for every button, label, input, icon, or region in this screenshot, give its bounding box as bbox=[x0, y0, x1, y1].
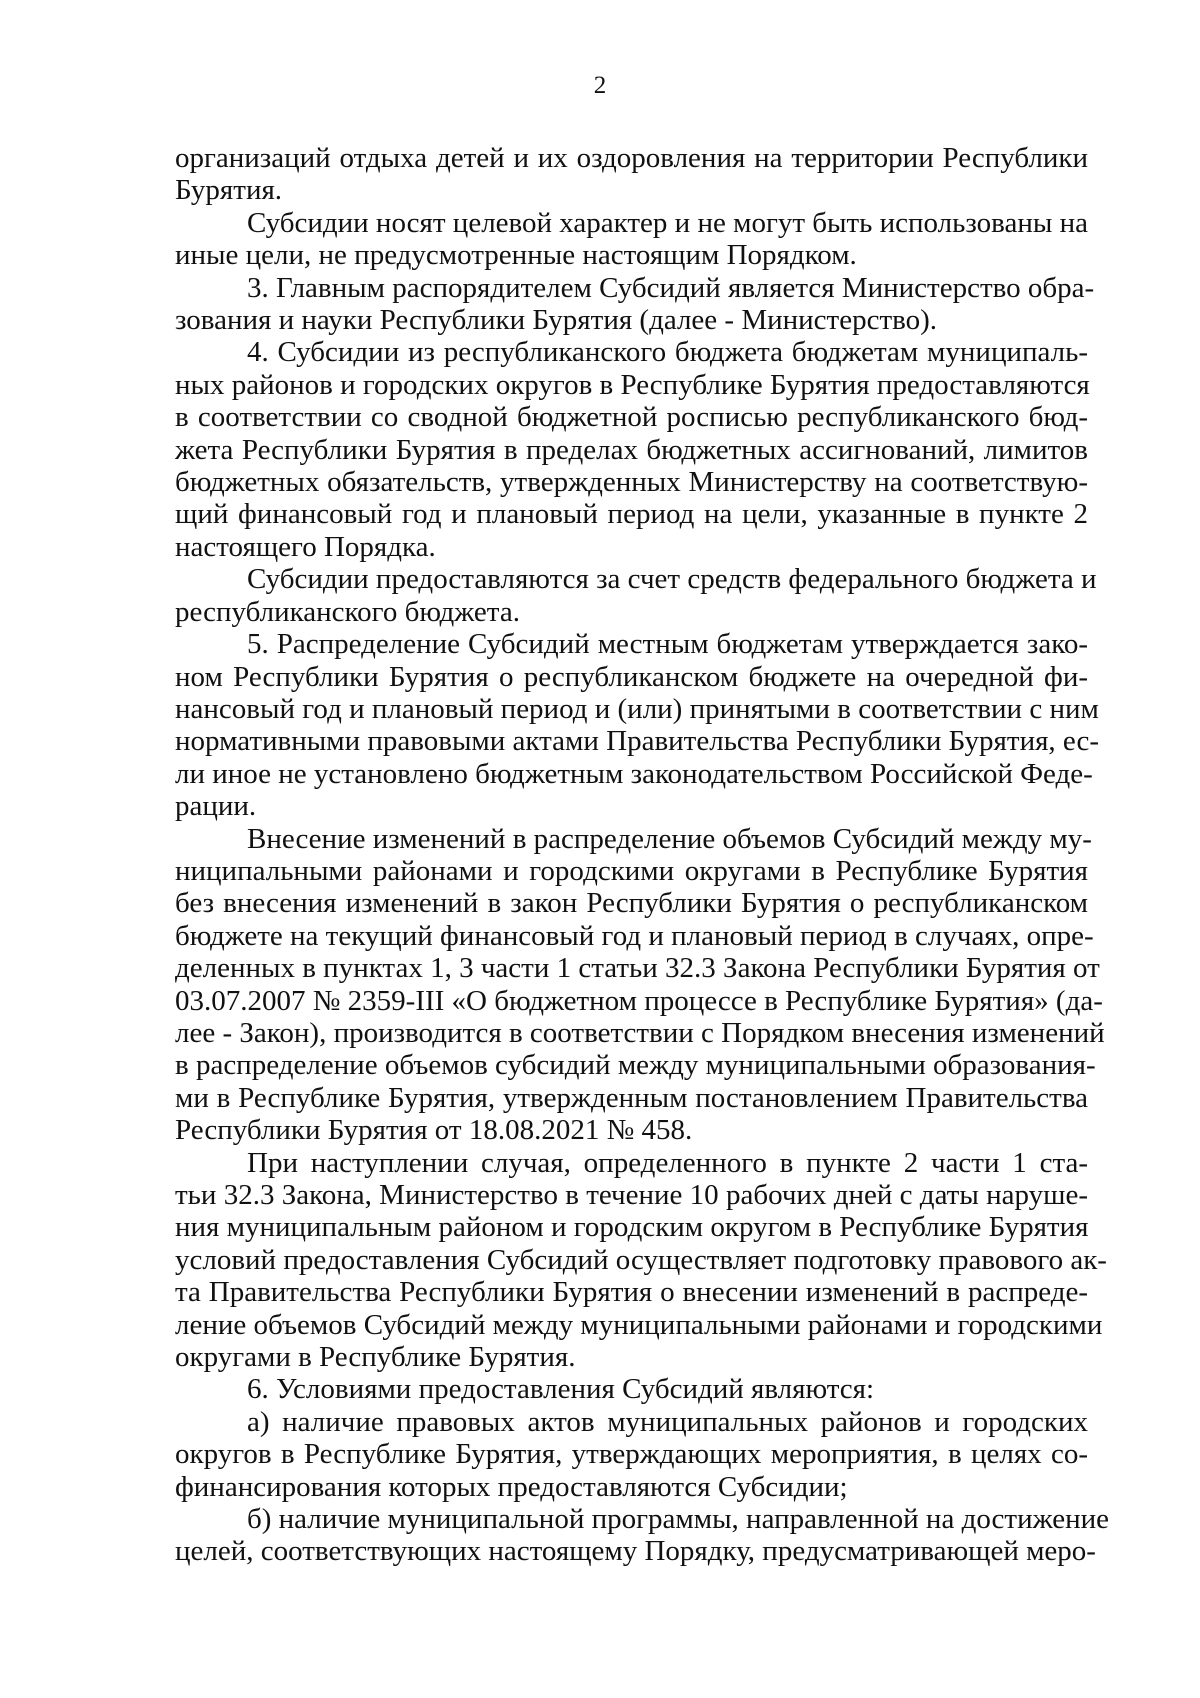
text-line: Бурятия. bbox=[175, 174, 283, 207]
text-line: иные цели, не предусмотренные настоящим Порядком. bbox=[175, 239, 857, 272]
text-line: нансовый год и плановый период и (или) принятыми в соответствии с ним bbox=[175, 692, 1099, 725]
text-line: организаций отдыха детей и их оздоровления на территории Республики bbox=[175, 142, 1088, 174]
text-line: ния муниципальным районом и городским округом в Республике Бурятия bbox=[175, 1211, 1089, 1244]
text-line: Субсидии предоставляются за счет средств федерального бюджета и bbox=[247, 563, 1097, 596]
text-line: 3. Главным распорядителем Субсидий является Министерство обра- bbox=[247, 271, 1095, 304]
text-line: бюджете на текущий финансовый год и плановый период в случаях, опре- bbox=[175, 919, 1094, 952]
page-number: 2 bbox=[593, 72, 607, 99]
text-line: та Правительства Республики Бурятия о внесении изменений в распреде- bbox=[175, 1276, 1088, 1309]
text-line: рации. bbox=[175, 790, 257, 823]
text-line: настоящего Порядка. bbox=[175, 530, 436, 563]
text-line: ми в Республике Бурятия, утвержденным постановлением Правительства bbox=[175, 1081, 1088, 1114]
text-line: в распределение объемов субсидий между муниципальными образования- bbox=[175, 1049, 1096, 1082]
text-line: щий финансовый год и плановый период на цели, указанные в пункте 2 bbox=[175, 498, 1088, 531]
text-line: жета Республики Бурятия в пределах бюджетных ассигнований, лимитов bbox=[175, 433, 1088, 466]
text-line: 5. Распределение Субсидий местным бюджетам утверждается зако- bbox=[247, 628, 1088, 661]
document-body bbox=[175, 142, 1110, 1568]
text-line: бюджетных обязательств, утвержденных Министерству на соответствую- bbox=[175, 466, 1088, 499]
text-line: Республики Бурятия от 18.08.2021 № 458. bbox=[175, 1114, 693, 1147]
text-line: При наступлении случая, определенного в пункте 2 части 1 ста- bbox=[247, 1146, 1088, 1179]
text-line: зования и науки Республики Бурятия (далее - Министерство). bbox=[175, 304, 938, 337]
text-line: округами в Республике Бурятия. bbox=[175, 1341, 576, 1374]
text-line: без внесения изменений в закон Республики Бурятия о республиканском bbox=[175, 887, 1088, 920]
text-line: б) наличие муниципальной программы, направленной на достижение bbox=[247, 1503, 1110, 1536]
text-line: в соответствии со сводной бюджетной росписью республиканского бюд- bbox=[175, 401, 1088, 434]
text-line: Субсидии носят целевой характер и не могут быть использованы на bbox=[247, 206, 1088, 239]
text-line: деленных в пунктах 1, 3 части 1 статьи 32.3 Закона Республики Бурятия от bbox=[175, 952, 1100, 985]
text-line: ных районов и городских округов в Республике Бурятия предоставляются bbox=[175, 368, 1090, 401]
text-line: ление объемов Субсидий между муниципальными районами и городскими bbox=[175, 1308, 1103, 1341]
text-line: 6. Условиями предоставления Субсидий являются: bbox=[247, 1373, 875, 1406]
text-line: Внесение изменений в распределение объемов Субсидий между му- bbox=[247, 822, 1092, 855]
text-line: ном Республики Бурятия о республиканском бюджете на очередной фи- bbox=[175, 660, 1088, 693]
text-line: финансирования которых предоставляются Субсидии; bbox=[175, 1470, 848, 1503]
text-line: республиканского бюджета. bbox=[175, 595, 520, 628]
text-line: ниципальными районами и городскими округами в Республике Бурятия bbox=[175, 854, 1088, 887]
text-line: а) наличие правовых актов муниципальных районов и городских bbox=[247, 1405, 1088, 1438]
text-line: ли иное не установлено бюджетным законодательством Российской Феде- bbox=[175, 757, 1093, 790]
text-line: тьи 32.3 Закона, Министерство в течение 10 рабочих дней с даты наруше- bbox=[175, 1179, 1088, 1211]
text-line: условий предоставления Субсидий осуществляет подготовку правового ак- bbox=[175, 1243, 1107, 1276]
text-line: 03.07.2007 № 2359-III «О бюджетном процессе в Республике Бурятия» (да- bbox=[175, 984, 1103, 1017]
text-line: целей, соответствующих настоящему Порядку, предусматривающей меро- bbox=[175, 1535, 1096, 1568]
text-line: округов в Республике Бурятия, утверждающих мероприятия, в целях со- bbox=[175, 1438, 1088, 1471]
text-line: нормативными правовыми актами Правительства Республики Бурятия, ес- bbox=[175, 725, 1100, 758]
text-line: лее - Закон), производится в соответствии с Порядком внесения изменений bbox=[175, 1016, 1105, 1049]
text-line: 4. Субсидии из республиканского бюджета бюджетам муниципаль- bbox=[247, 336, 1088, 369]
